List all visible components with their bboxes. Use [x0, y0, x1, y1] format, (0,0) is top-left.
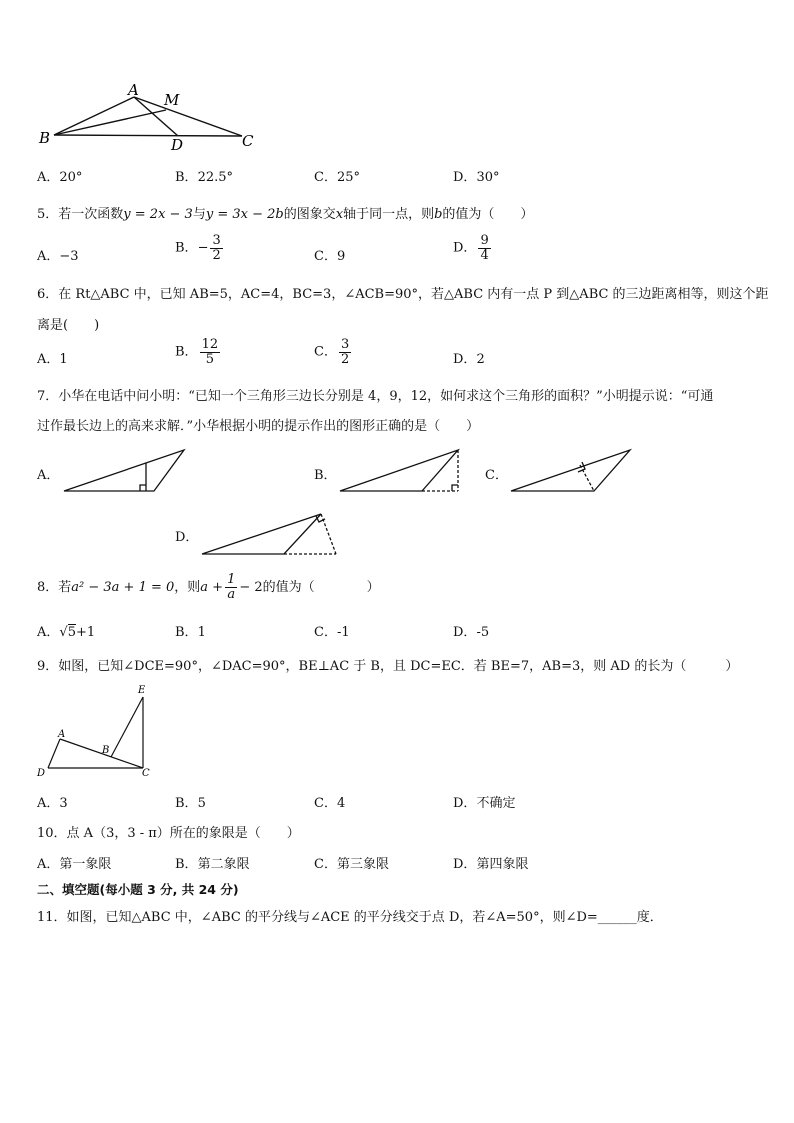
segment-ac	[134, 97, 242, 136]
q8-option-b[interactable]: B．1	[175, 625, 206, 640]
q6-option-b[interactable]: B． $\frac{12}{5}$	[175, 337, 219, 367]
q5-stem: 5．若一次函数y = 2x − 3与y = 3x − 2b的图象交x轴于同一点，则b的值为（ ）	[37, 207, 534, 222]
q8-stem: 8．若a² − 3a + 1 = 0，则a + $\frac{1}{a}$ − 2的值为（ ）	[37, 572, 380, 602]
sqrt-icon: √	[59, 625, 68, 640]
q9-option-c[interactable]: C．4	[314, 796, 346, 811]
label-m: M	[164, 91, 180, 109]
q5-option-b[interactable]: B．− $\frac{3}{2}$	[175, 233, 221, 263]
q9-option-a[interactable]: A．3	[37, 796, 68, 811]
q6-option-b-fraction: $\frac{12}{5}$	[201, 337, 219, 367]
q7-option-b-label[interactable]: B．	[314, 468, 337, 483]
q4-option-d[interactable]: D．30°	[453, 170, 500, 185]
q7-option-d-label[interactable]: D．	[175, 530, 199, 545]
segment-bm	[54, 110, 166, 135]
label-c: C	[242, 132, 254, 150]
q9-stem: 9．如图，已知∠DCE=90°，∠DAC=90°，BE⊥AC 于 B，且 DC=EC．若 BE=7，AB=3，则 AD 的长为（ ）	[37, 659, 739, 674]
q4-option-b[interactable]: B．22.5°	[175, 170, 234, 185]
answer-blank[interactable]: ______	[597, 910, 637, 925]
q10-stem: 10．点 A（3，3 - π）所在的象限是（ ）	[37, 826, 300, 841]
q5-option-b-fraction: $\frac{3}{2}$	[212, 233, 221, 263]
q10-option-d[interactable]: D．第四象限	[453, 857, 529, 872]
q5-option-d[interactable]: D． $\frac{9}{4}$	[453, 233, 489, 263]
q6-stem-line1: 6．在 Rt△ABC 中，已知 AB=5，AC=4，BC=3，∠ACB=90°，若△ABC 内有一点 P 到△ABC 的三边距离相等，则这个距	[37, 287, 769, 302]
label-e: E	[138, 685, 146, 696]
q7-option-b-figure	[336, 446, 466, 496]
q7-stem-line1: 7．小华在电话中问小明：“已知一个三角形三边长分别是 4，9，12，如何求这个三角形的面积？”小明提示说：“可通	[37, 389, 714, 404]
q5-option-c[interactable]: C．9	[314, 249, 346, 264]
q9-figure	[34, 680, 164, 780]
segment-bc	[54, 135, 242, 136]
label-a: A	[128, 82, 139, 99]
q7-option-a-label[interactable]: A．	[37, 468, 60, 483]
q9-option-d[interactable]: D．不确定	[453, 796, 516, 811]
q4-triangle-figure	[36, 82, 266, 154]
q7-option-c-label[interactable]: C．	[485, 468, 508, 483]
q6-option-c-fraction: $\frac{3}{2}$	[340, 337, 350, 367]
q5-equation-2: y = 3x − 2b	[205, 207, 284, 222]
q7-option-d-figure	[198, 508, 340, 558]
q8-option-a[interactable]: A．√5+1	[37, 625, 96, 640]
q7-option-a-figure	[60, 446, 190, 496]
q9-option-b[interactable]: B．5	[175, 796, 206, 811]
label-d: D	[37, 768, 46, 779]
section-heading: 二、填空题(每小题 3 分, 共 24 分)	[37, 882, 239, 897]
q5-option-a[interactable]: A．−3	[37, 249, 79, 264]
q7-stem-line2: 过作最长边上的高来求解．”小华根据小明的提示作出的图形正确的是（ ）	[37, 419, 480, 434]
segment-eb	[111, 697, 143, 757]
q4-option-c[interactable]: C．25°	[314, 170, 360, 185]
q6-option-a[interactable]: A．1	[37, 352, 68, 367]
q5-equation-1: y = 2x − 3	[123, 207, 193, 222]
label-b: B	[39, 129, 51, 147]
q8-option-d[interactable]: D．-5	[453, 625, 490, 640]
q7-option-c-figure	[508, 446, 634, 496]
q8-equation: a² − 3a + 1 = 0	[71, 580, 175, 595]
q10-option-a[interactable]: A．第一象限	[37, 857, 112, 872]
label-c: C	[142, 768, 150, 779]
q6-option-d[interactable]: D．2	[453, 352, 485, 367]
q10-option-c[interactable]: C．第三象限	[314, 857, 389, 872]
q5-option-d-fraction: $\frac{9}{4}$	[480, 233, 489, 263]
q8-option-c[interactable]: C．-1	[314, 625, 350, 640]
segment-ba	[54, 97, 134, 135]
q11-stem: 11．如图，已知△ABC 中，∠ABC 的平分线与∠ACE 的平分线交于点 D，若∠A=50°，则∠D=______度．	[37, 910, 663, 925]
q8-fraction: $\frac{1}{a}$	[227, 572, 236, 602]
q6-option-c[interactable]: C． $\frac{3}{2}$	[314, 337, 350, 367]
q10-option-b[interactable]: B．第二象限	[175, 857, 250, 872]
q4-option-a[interactable]: A．20°	[37, 170, 83, 185]
label-b: B	[102, 745, 110, 756]
segment-da	[48, 739, 60, 768]
label-d: D	[171, 136, 184, 154]
label-a: A	[58, 729, 66, 740]
q6-stem-line2: 离是( )	[37, 318, 100, 333]
